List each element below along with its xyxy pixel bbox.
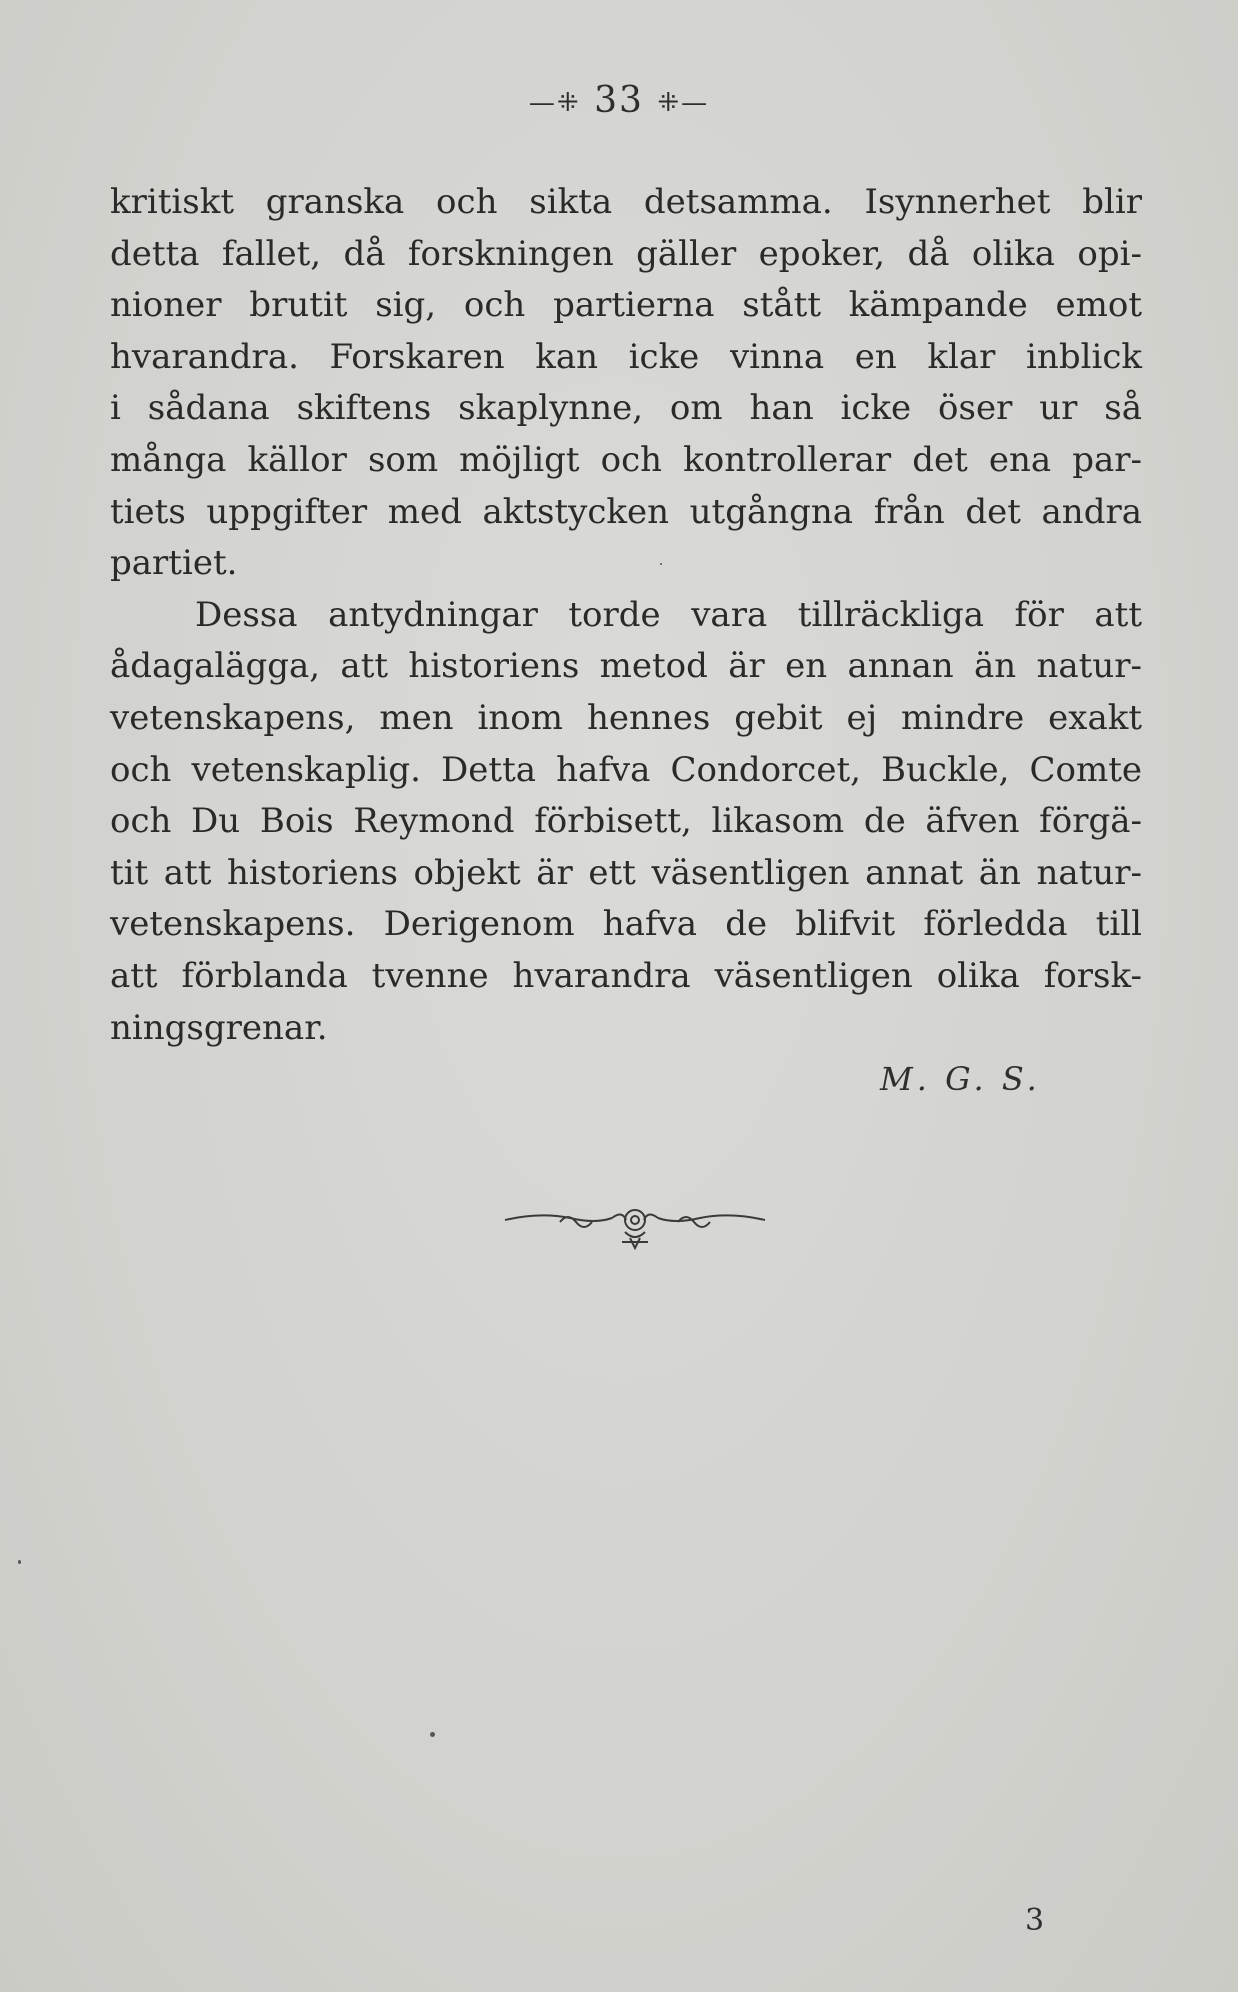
text-line: och vetenskaplig. Detta hafva Condorcet, Buckle, Comte bbox=[110, 749, 1142, 790]
signature-mark-number: 3 bbox=[1025, 1903, 1045, 1938]
text-line: ådagalägga, att historiens metod är en annan än natur- bbox=[110, 646, 1142, 687]
paragraph-start-line: Dessa antydningar torde vara tillräckliga för att bbox=[195, 594, 1142, 635]
text-line: och Du Bois Reymond förbisett, likasom de äfven förgä- bbox=[110, 801, 1142, 842]
paper-speck bbox=[660, 563, 662, 565]
text-line: att förblanda tvenne hvarandra väsentligen olika forsk- bbox=[110, 955, 1142, 996]
page-number: 33 bbox=[594, 80, 644, 121]
paper-speck bbox=[430, 1732, 435, 1737]
text-line: kritiskt granska och sikta detsamma. Isynnerhet blir bbox=[110, 182, 1142, 222]
body-text bbox=[110, 177, 1142, 1054]
text-line: detta fallet, då forskningen gäller epoker, då olika opi- bbox=[110, 233, 1142, 274]
text-line: nioner brutit sig, och partierna stått kämpande emot bbox=[110, 285, 1142, 326]
text-line: vetenskapens. Derigenom hafva de blifvit förledda till bbox=[110, 904, 1142, 945]
text-line: hvarandra. Forskaren kan icke vinna en klar inblick bbox=[110, 336, 1142, 377]
text-line: ningsgrenar. bbox=[110, 1007, 328, 1048]
tailpiece-ornament-icon bbox=[500, 1198, 770, 1258]
text-line: i sådana skiftens skaplynne, om han icke öser ur så bbox=[110, 388, 1142, 429]
left-ornament: —⁜ bbox=[528, 88, 581, 118]
text-line: vetenskapens, men inom hennes gebit ej mindre exakt bbox=[110, 697, 1142, 738]
text-line: många källor som möjligt och kontrollerar det ena par- bbox=[110, 439, 1142, 480]
text-line: partiet. bbox=[110, 543, 238, 584]
text-line: tit att historiens objekt är ett väsentligen annat än natur- bbox=[110, 852, 1142, 893]
paper-speck bbox=[18, 1560, 21, 1564]
right-ornament: ⁜— bbox=[657, 88, 710, 118]
text-line: tiets uppgifter med aktstycken utgångna från det andra bbox=[110, 491, 1142, 532]
running-head bbox=[0, 80, 1238, 121]
author-signature: M. G. S. bbox=[880, 1060, 1041, 1098]
